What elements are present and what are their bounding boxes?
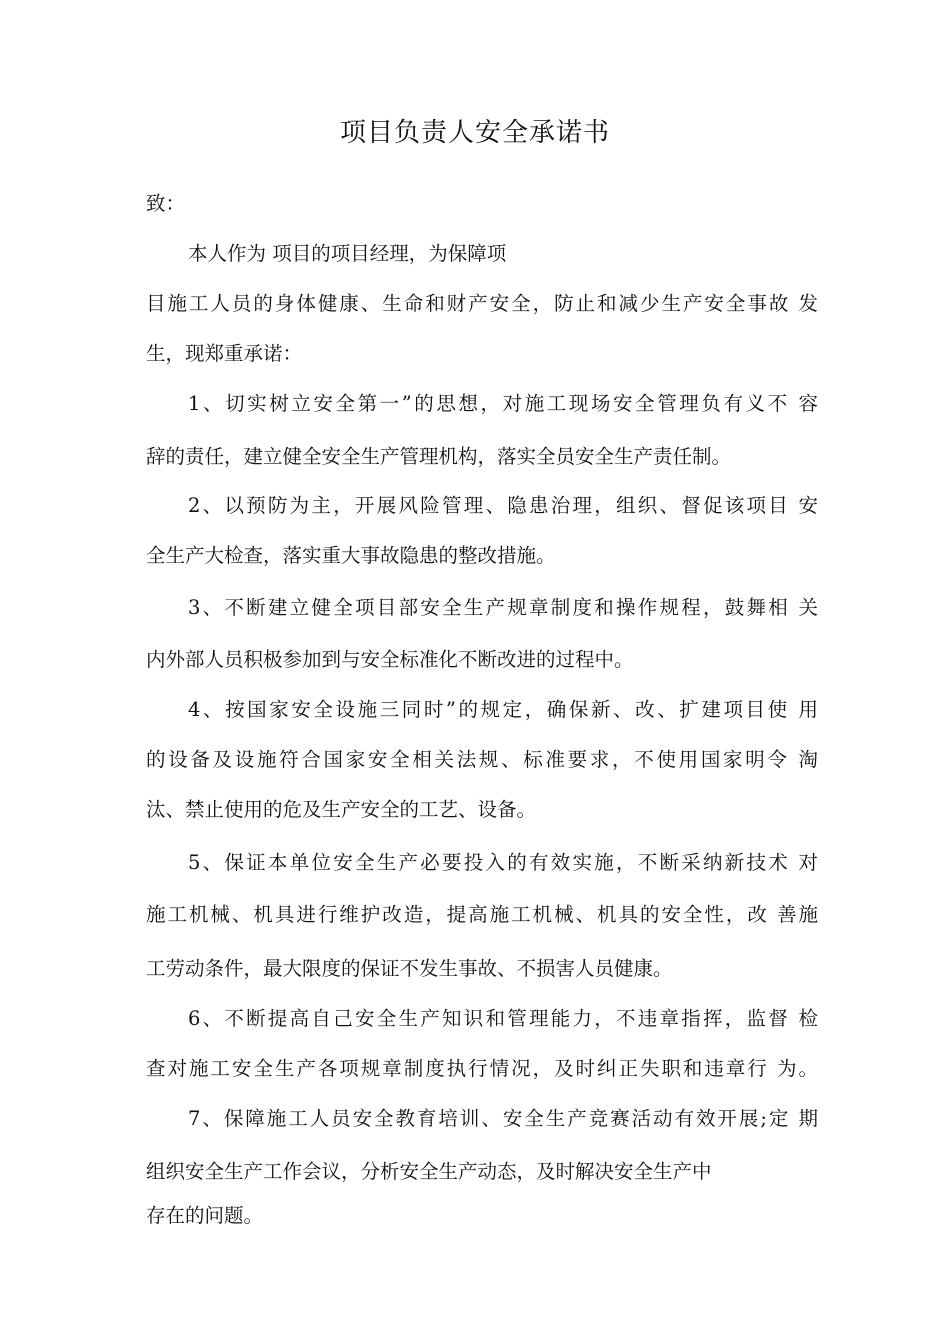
commitment-4-line: 的设备及设施符合国家安全相关法规、标准要求，不使用国家明令 淘 xyxy=(146,748,818,771)
commitment-5-line: 5、保证本单位安全生产必要投入的有效实施，不断采纳新技术 对 xyxy=(188,851,818,874)
body-line: 本人作为 项目的项目经理，为保障项 xyxy=(188,242,507,265)
commitment-3-line: 3、不断建立健全项目部安全生产规章制度和操作规程，鼓舞相 关 xyxy=(188,596,818,619)
body-line: 目施工人员的身体健康、生命和财产安全，防止和减少生产安全事故 发 xyxy=(146,292,818,315)
commitment-2-line: 2、以预防为主，开展风险管理、隐患治理，组织、督促该项目 安 xyxy=(188,494,818,517)
body-line: 生，现郑重承诺： xyxy=(146,342,303,365)
commitment-4-line: 汰、禁止使用的危及生产安全的工艺、设备。 xyxy=(146,798,537,821)
commitment-3-line: 内外部人员积极参加到与安全标准化不断改进的过程中。 xyxy=(146,648,634,671)
commitment-5-line: 施工机械、机具进行维护改造，提高施工机械、机具的安全性，改 善施 xyxy=(146,903,818,926)
commitment-1-line: 1、切实树立安全第一”的思想，对施工现场安全管理负有义不 容 xyxy=(188,392,818,415)
commitment-6-line: 查对施工安全生产各项规章制度执行情况，及时纠正失职和违章行 为。 xyxy=(146,1057,818,1080)
document-title: 项目负责人安全承诺书 xyxy=(339,118,610,148)
commitment-1-line: 辞的责任，建立健全安全生产管理机构，落实全员安全生产责任制。 xyxy=(146,445,732,468)
commitment-5-line: 工劳动条件，最大限度的保证不发生事故、不损害人员健康。 xyxy=(146,957,673,980)
commitment-7-line: 存在的问题。 xyxy=(146,1204,264,1227)
commitment-2-line: 全生产大检查，落实重大事故隐患的整改措施。 xyxy=(146,544,556,567)
salutation-line: 致： xyxy=(146,192,186,215)
commitment-7-line: 7、保障施工人员安全教育培训、安全生产竞赛活动有效开展;定 期 xyxy=(188,1107,818,1130)
commitment-4-line: 4、按国家安全设施三同时”的规定，确保新、改、扩建项目使 用 xyxy=(188,698,818,721)
commitment-7-line: 组织安全生产工作会议，分析安全生产动态，及时解决安全生产中 xyxy=(146,1160,712,1183)
commitment-6-line: 6、不断提高自己安全生产知识和管理能力，不违章指挥，监督 检 xyxy=(188,1007,818,1030)
